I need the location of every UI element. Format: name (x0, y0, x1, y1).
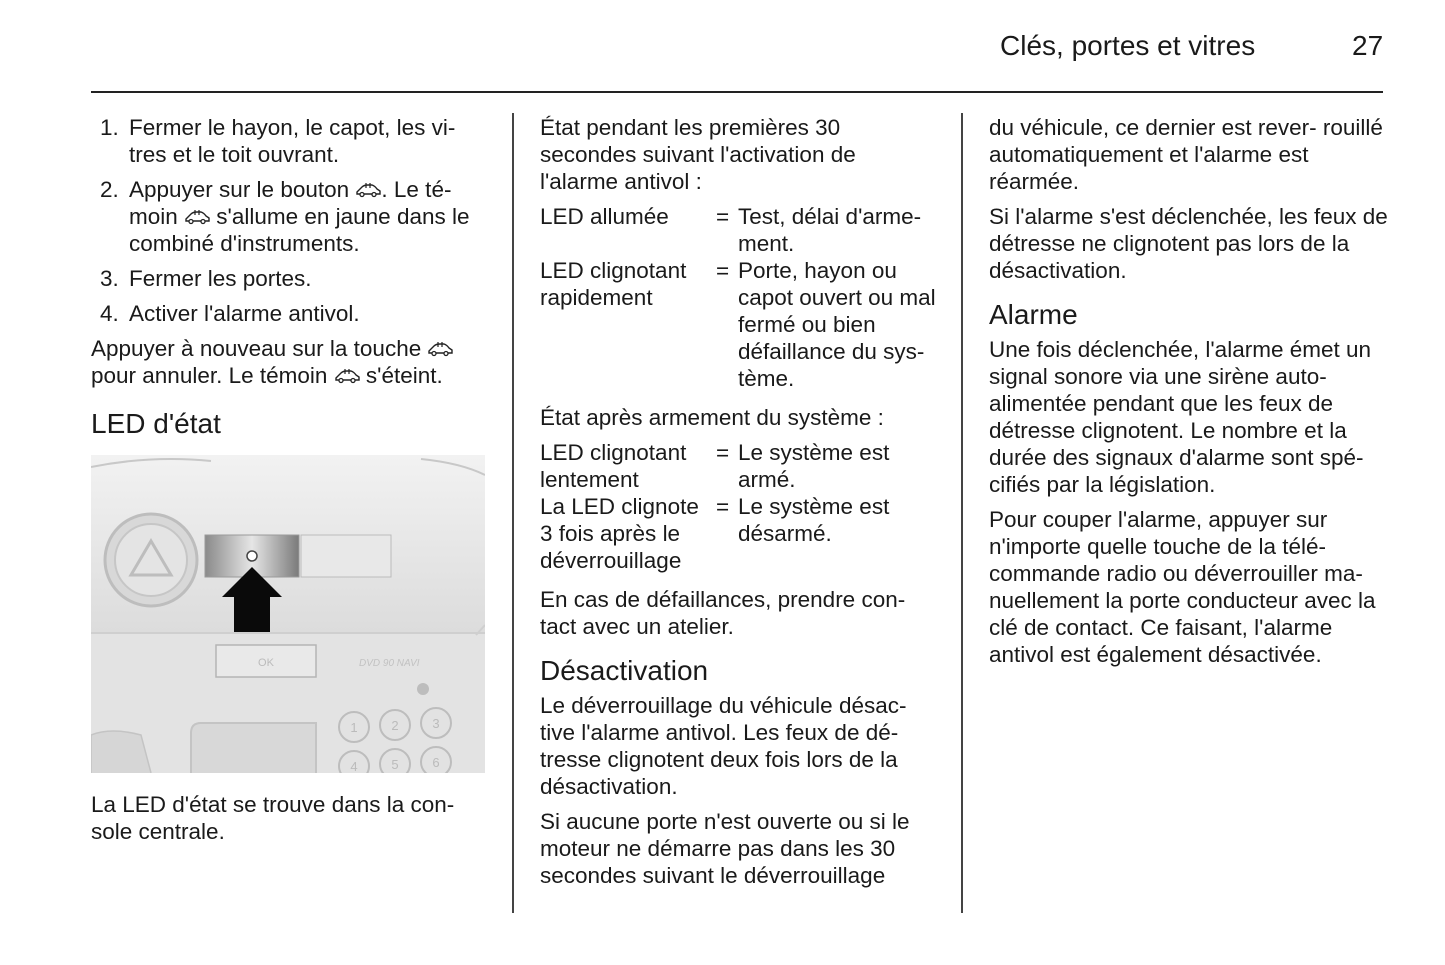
header-divider (91, 91, 1383, 93)
page-number: 27 (1352, 30, 1384, 61)
alarm-car-icon (355, 182, 381, 198)
table-row: LED allumée = Test, délai d'arme‐ ment. (540, 204, 922, 256)
table-row: LED clignotant rapidement = Porte, hayon ou capot ouvert ou mal fermé ou bien défaillance du sys‐ tème. (540, 258, 936, 391)
indicator-dot (417, 683, 429, 695)
list-item: 1. Fermer le hayon, le capot, les vi‐ tres et le toit ouvrant. (100, 115, 456, 167)
alarm-heading: Alarme (989, 299, 1078, 330)
armed-intro: État après armement du système : (540, 405, 884, 430)
led-armed-table (540, 439, 938, 574)
list-item: 4. Activer l'alarme antivol. (100, 301, 360, 326)
led-status-table (540, 203, 938, 392)
column-left (91, 114, 491, 853)
column-divider (961, 113, 963, 913)
radio-brand-label: DVD 90 NAVI (359, 658, 420, 669)
alarm-paragraph: Une fois déclenchée, l'alarme émet un signal sonore via une sirène auto‐ alimentée pendant que les feux de détresse clignotent. Le nombre et la durée des signaux d'alarme sont spé‐ cifiés par la législation. (989, 337, 1372, 497)
table-row: LED clignotant lentement = Le système est armé. (540, 440, 890, 492)
list-item: 3. Fermer les portes. (100, 266, 312, 291)
status-led (247, 551, 257, 561)
keypad-key-label: 2 (391, 718, 399, 733)
relock-paragraph: Si aucune porte n'est ouverte ou si le moteur ne démarre pas dans les 30 secondes suivant le déverrouillage (540, 809, 910, 888)
list-item: 2. Appuyer sur le bouton . Le té‐ moin s'allume en jaune dans le combiné d'instruments. (100, 177, 470, 256)
keypad-key-label: 5 (391, 757, 399, 772)
column-right (989, 114, 1389, 676)
faults-paragraph: En cas de défaillances, prendre con‐ tact avec un atelier. (540, 587, 906, 639)
keypad-key-label: 4 (350, 759, 358, 773)
center-console-figure (91, 455, 485, 773)
column-divider (512, 113, 514, 913)
alarm-car-icon (334, 368, 360, 384)
led-status-heading: LED d'état (91, 408, 221, 439)
keypad-key-label: 3 (432, 716, 440, 731)
adjacent-button (301, 535, 391, 577)
keypad-key-label: 6 (432, 755, 440, 770)
alarm-stop-paragraph: Pour couper l'alarme, appuyer sur n'importe quelle touche de la télé‐ commande radio ou déverrouiller ma‐ nuellement la porte conducteur avec la clé de contact. Ce faisant, l'alarme antivol est également désactivée. (989, 507, 1376, 667)
cancel-paragraph: Appuyer à nouveau sur la touche pour annuler. Le témoin s'éteint. (91, 335, 491, 389)
alarm-car-icon (184, 209, 210, 225)
keypad-key-label: 1 (350, 720, 358, 735)
figure-caption: La LED d'état se trouve dans la con‐ sole centrale. (91, 792, 455, 844)
alarm-car-icon (427, 341, 453, 357)
column-middle (540, 114, 940, 897)
deactivation-heading: Désactivation (540, 655, 709, 686)
deactivation-paragraph: Le déverrouillage du véhicule désac‐ tive l'alarme antivol. Les feux de dé‐ tresse clignotent deux fois lors de la désactivation. (540, 693, 907, 799)
ok-label: OK (258, 657, 274, 669)
page-header-title: Clés, portes et vitres (1000, 30, 1256, 61)
activation-intro: État pendant les premières 30 secondes suivant l'activation de l'alarme antivol : (540, 115, 856, 194)
steps-list (91, 114, 491, 327)
hazard-note-paragraph: Si l'alarme s'est déclenchée, les feux de détresse ne clignotent pas lors de la désactivation. (989, 204, 1388, 283)
relock-continued-paragraph: du véhicule, ce dernier est rever‐ rouillé automatiquement et l'alarme est réarmée. (989, 115, 1383, 194)
table-row: La LED clignote 3 fois après le déverrouillage = Le système est désarmé. (540, 494, 890, 573)
